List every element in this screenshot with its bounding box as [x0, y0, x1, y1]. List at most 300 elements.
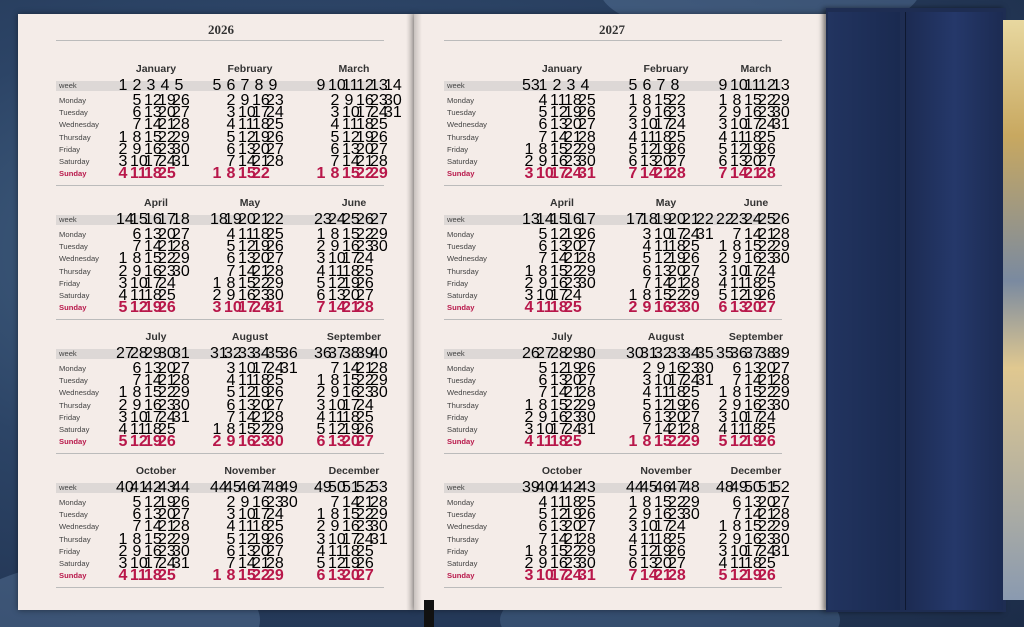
day-number[interactable]: 22: [252, 567, 270, 585]
day-number[interactable]: 24: [682, 372, 700, 390]
day-number[interactable]: 18: [342, 408, 360, 426]
day-number[interactable]: 9: [642, 104, 652, 122]
day-number[interactable]: 3: [628, 518, 638, 536]
day-number[interactable]: 24: [564, 567, 582, 585]
day-number[interactable]: 19: [158, 494, 176, 511]
day-number[interactable]: 14: [238, 408, 256, 426]
day-number[interactable]: 10: [130, 408, 148, 426]
day-number[interactable]: 7: [226, 408, 236, 426]
day-number[interactable]: 7: [226, 262, 236, 280]
day-number[interactable]: 5: [226, 128, 236, 146]
day-number[interactable]: 26: [172, 92, 190, 109]
day-number[interactable]: 22: [564, 140, 582, 158]
day-number[interactable]: 27: [266, 542, 284, 560]
day-number[interactable]: 20: [342, 287, 360, 304]
day-number[interactable]: 7: [732, 226, 742, 243]
day-number[interactable]: 24: [158, 408, 176, 426]
day-number[interactable]: 27: [772, 360, 790, 377]
day-number[interactable]: 28: [356, 299, 374, 317]
day-number[interactable]: 20: [654, 153, 672, 170]
day-number[interactable]: 24: [682, 226, 700, 243]
day-number[interactable]: 4: [718, 274, 728, 292]
day-number[interactable]: 20: [668, 262, 686, 280]
day-number[interactable]: 13: [238, 250, 256, 268]
day-number[interactable]: 6: [132, 506, 142, 524]
day-number[interactable]: 15: [342, 506, 360, 524]
day-number[interactable]: 27: [578, 116, 596, 134]
day-number[interactable]: 26: [266, 128, 284, 146]
day-number[interactable]: 12: [328, 555, 346, 572]
day-number[interactable]: 7: [330, 494, 340, 511]
day-number[interactable]: 26: [158, 433, 176, 451]
day-number[interactable]: 19: [564, 360, 582, 377]
day-number[interactable]: 15: [238, 421, 256, 438]
day-number[interactable]: 25: [356, 408, 374, 426]
day-number[interactable]: 1: [628, 92, 638, 109]
day-number[interactable]: 11: [238, 226, 255, 243]
day-number[interactable]: 19: [252, 128, 270, 146]
day-number[interactable]: 25: [158, 165, 176, 183]
day-number[interactable]: 3: [524, 567, 534, 585]
day-number[interactable]: 25: [758, 128, 776, 146]
day-number[interactable]: 9: [732, 396, 742, 414]
day-number[interactable]: 31: [370, 530, 388, 548]
day-number[interactable]: 26: [370, 128, 388, 146]
day-number[interactable]: 7: [628, 567, 638, 585]
day-number[interactable]: 23: [158, 542, 176, 560]
day-number[interactable]: 16: [744, 396, 762, 414]
day-number[interactable]: 22: [564, 542, 582, 560]
day-number[interactable]: 30: [384, 92, 402, 109]
day-number[interactable]: 18: [564, 92, 582, 109]
day-number[interactable]: 5: [718, 287, 728, 304]
day-number[interactable]: 14: [730, 165, 748, 183]
day-number[interactable]: 22: [356, 372, 374, 390]
day-number[interactable]: 27: [266, 396, 284, 414]
day-number[interactable]: 16: [252, 494, 270, 511]
day-number[interactable]: 1: [212, 165, 222, 183]
day-number[interactable]: 6: [642, 408, 652, 426]
day-number[interactable]: 19: [564, 506, 582, 524]
day-number[interactable]: 17: [238, 299, 256, 317]
day-number[interactable]: 18: [654, 128, 672, 146]
day-number[interactable]: 11: [536, 433, 553, 451]
day-number[interactable]: 16: [550, 274, 568, 292]
day-number[interactable]: 2: [524, 555, 534, 572]
day-number[interactable]: 29: [172, 384, 190, 402]
day-number[interactable]: 12: [238, 238, 256, 256]
day-number[interactable]: 8: [132, 530, 142, 548]
day-number[interactable]: 8: [330, 226, 340, 243]
day-number[interactable]: 10: [328, 250, 346, 268]
day-number[interactable]: 14: [144, 238, 162, 256]
day-number[interactable]: 19: [744, 140, 762, 158]
day-number[interactable]: 24: [252, 299, 270, 317]
day-number[interactable]: 7: [732, 506, 742, 524]
day-number[interactable]: 22: [564, 262, 582, 280]
day-number[interactable]: 7: [732, 372, 742, 390]
day-number[interactable]: 15: [744, 238, 762, 256]
day-number[interactable]: 27: [682, 408, 700, 426]
day-number[interactable]: 10: [654, 372, 672, 390]
day-number[interactable]: 16: [238, 287, 256, 304]
day-number[interactable]: 7: [316, 299, 326, 317]
day-number[interactable]: 30: [266, 287, 284, 304]
day-number[interactable]: 29: [772, 384, 790, 402]
day-number[interactable]: 20: [668, 408, 686, 426]
day-number[interactable]: 10: [730, 116, 748, 134]
day-number[interactable]: 31: [172, 153, 190, 170]
day-number[interactable]: 12: [730, 567, 748, 585]
day-number[interactable]: 11: [130, 165, 147, 183]
day-number[interactable]: 2: [212, 433, 222, 451]
day-number[interactable]: 2: [628, 104, 638, 122]
day-number[interactable]: 23: [758, 396, 776, 414]
day-number[interactable]: 27: [682, 262, 700, 280]
day-number[interactable]: 15: [342, 372, 360, 390]
day-number[interactable]: 6: [226, 542, 236, 560]
day-number[interactable]: 22: [356, 165, 374, 183]
day-number[interactable]: 3: [718, 408, 728, 426]
day-number[interactable]: 19: [564, 104, 582, 122]
day-number[interactable]: 15: [654, 433, 672, 451]
day-number[interactable]: 1: [718, 518, 728, 536]
day-number[interactable]: 9: [656, 360, 666, 377]
day-number[interactable]: 24: [758, 408, 776, 426]
day-number[interactable]: 24: [356, 530, 374, 548]
day-number[interactable]: 24: [758, 262, 776, 280]
day-number[interactable]: 13: [550, 518, 568, 536]
day-number[interactable]: 23: [564, 274, 582, 292]
day-number[interactable]: 25: [356, 262, 374, 280]
day-number[interactable]: 22: [758, 384, 776, 402]
day-number[interactable]: 8: [538, 396, 548, 414]
day-number[interactable]: 25: [564, 299, 582, 317]
day-number[interactable]: 19: [744, 287, 762, 304]
day-number[interactable]: 14: [744, 226, 762, 243]
day-number[interactable]: 4: [524, 299, 534, 317]
day-number[interactable]: 10: [238, 360, 256, 377]
day-number[interactable]: 17: [252, 506, 270, 524]
day-number[interactable]: 2: [642, 360, 652, 377]
day-number[interactable]: 25: [758, 555, 776, 572]
day-number[interactable]: 13: [744, 360, 762, 377]
day-number[interactable]: 23: [356, 384, 374, 402]
day-number[interactable]: 1: [316, 506, 326, 524]
day-number[interactable]: 15: [144, 250, 162, 268]
day-number[interactable]: 25: [266, 116, 284, 134]
day-number[interactable]: 11: [730, 421, 747, 438]
day-number[interactable]: 5: [538, 104, 548, 122]
day-number[interactable]: 23: [356, 518, 374, 536]
day-number[interactable]: 25: [682, 384, 700, 402]
day-number[interactable]: 25: [578, 494, 596, 511]
day-number[interactable]: 4: [118, 287, 128, 304]
day-number[interactable]: 14: [640, 567, 658, 585]
day-number[interactable]: 2: [524, 274, 534, 292]
day-number[interactable]: 25: [668, 128, 686, 146]
day-number[interactable]: 20: [564, 518, 582, 536]
day-number[interactable]: 16: [550, 555, 568, 572]
day-number[interactable]: 23: [158, 396, 176, 414]
day-number[interactable]: 4: [316, 408, 326, 426]
day-number[interactable]: 10: [730, 408, 748, 426]
day-number[interactable]: 21: [342, 299, 360, 317]
day-number[interactable]: 3: [718, 542, 728, 560]
day-number[interactable]: 29: [772, 92, 790, 109]
day-number[interactable]: 16: [144, 542, 162, 560]
day-number[interactable]: 12: [238, 128, 256, 146]
day-number[interactable]: 16: [550, 408, 568, 426]
day-number[interactable]: 28: [266, 262, 284, 280]
day-number[interactable]: 15: [238, 567, 256, 585]
day-number[interactable]: 21: [758, 506, 776, 524]
day-number[interactable]: 25: [266, 226, 284, 243]
day-number[interactable]: 7: [132, 518, 142, 536]
day-number[interactable]: 19: [744, 433, 762, 451]
day-number[interactable]: 9: [538, 408, 548, 426]
day-number[interactable]: 7: [538, 384, 548, 402]
day-number[interactable]: 15: [342, 226, 360, 243]
day-number[interactable]: 8: [132, 384, 142, 402]
day-number[interactable]: 26: [758, 287, 776, 304]
day-number[interactable]: 10: [536, 287, 554, 304]
day-number[interactable]: 14: [550, 384, 568, 402]
day-number[interactable]: 11: [730, 128, 747, 146]
day-number[interactable]: 8: [132, 128, 142, 146]
day-number[interactable]: 3: [524, 165, 534, 183]
day-number[interactable]: 2: [118, 542, 128, 560]
day-number[interactable]: 2: [718, 104, 728, 122]
day-number[interactable]: 2: [524, 153, 534, 170]
day-number[interactable]: 9: [642, 506, 652, 524]
day-number[interactable]: 14: [144, 518, 162, 536]
day-number[interactable]: 9: [132, 140, 142, 158]
day-number[interactable]: 1: [628, 433, 638, 451]
day-number[interactable]: 13: [640, 555, 658, 572]
day-number[interactable]: 13: [238, 542, 256, 560]
day-number[interactable]: 28: [668, 165, 686, 183]
day-number[interactable]: 10: [238, 104, 256, 122]
day-number[interactable]: 25: [356, 542, 374, 560]
day-number[interactable]: 8: [732, 384, 742, 402]
day-number[interactable]: 23: [758, 250, 776, 268]
day-number[interactable]: 26: [578, 506, 596, 524]
day-number[interactable]: 5: [330, 128, 340, 146]
day-number[interactable]: 11: [130, 567, 147, 585]
day-number[interactable]: 17: [744, 116, 762, 134]
day-number[interactable]: 11: [640, 128, 657, 146]
day-number[interactable]: 22: [758, 238, 776, 256]
day-number[interactable]: 21: [668, 274, 686, 292]
day-number[interactable]: 12: [238, 530, 256, 548]
day-number[interactable]: 30: [772, 104, 790, 122]
day-number[interactable]: 13: [550, 116, 568, 134]
day-number[interactable]: 17: [668, 372, 686, 390]
day-number[interactable]: 30: [578, 153, 596, 170]
day-number[interactable]: 6: [538, 372, 548, 390]
day-number[interactable]: 16: [654, 506, 672, 524]
day-number[interactable]: 16: [144, 396, 162, 414]
day-number[interactable]: 5: [538, 506, 548, 524]
day-number[interactable]: 11: [550, 494, 567, 511]
day-number[interactable]: 7: [330, 360, 340, 377]
day-number[interactable]: 30: [172, 262, 190, 280]
day-number[interactable]: 29: [772, 238, 790, 256]
day-number[interactable]: 23: [356, 238, 374, 256]
day-number[interactable]: 9: [226, 433, 236, 451]
day-number[interactable]: 15: [550, 262, 568, 280]
day-number[interactable]: 3: [642, 372, 652, 390]
day-number[interactable]: 6: [628, 153, 638, 170]
day-number[interactable]: 25: [266, 372, 284, 390]
day-number[interactable]: 24: [564, 421, 582, 438]
day-number[interactable]: 28: [682, 421, 700, 438]
day-number[interactable]: 12: [144, 494, 162, 511]
day-number[interactable]: 17: [144, 555, 162, 572]
day-number[interactable]: 29: [172, 530, 190, 548]
day-number[interactable]: 4: [538, 92, 548, 109]
day-number[interactable]: 28: [668, 567, 686, 585]
day-number[interactable]: 31: [578, 165, 596, 183]
day-number[interactable]: 19: [668, 250, 686, 268]
day-number[interactable]: 17: [550, 567, 568, 585]
day-number[interactable]: 14: [342, 494, 360, 511]
day-number[interactable]: 14: [550, 128, 568, 146]
day-number[interactable]: 12: [328, 274, 346, 292]
day-number[interactable]: 26: [668, 542, 686, 560]
day-number[interactable]: 23: [158, 262, 176, 280]
day-number[interactable]: 13: [144, 506, 162, 524]
day-number[interactable]: 16: [654, 299, 672, 317]
day-number[interactable]: 27: [578, 518, 596, 536]
day-number[interactable]: 2: [718, 250, 728, 268]
day-number[interactable]: 21: [158, 372, 176, 390]
day-number[interactable]: 1: [316, 165, 326, 183]
day-number[interactable]: 2: [316, 518, 326, 536]
day-number[interactable]: 9: [132, 542, 142, 560]
day-number[interactable]: 27: [172, 360, 190, 377]
day-number[interactable]: 15: [238, 274, 256, 292]
day-number[interactable]: 20: [158, 226, 176, 243]
day-number[interactable]: 27: [266, 250, 284, 268]
day-number[interactable]: 30: [172, 396, 190, 414]
day-number[interactable]: 15: [238, 165, 256, 183]
day-number[interactable]: 8: [732, 518, 742, 536]
day-number[interactable]: 25: [370, 116, 388, 134]
day-number[interactable]: 25: [668, 530, 686, 548]
day-number[interactable]: 11: [328, 408, 345, 426]
day-number[interactable]: 14: [342, 360, 360, 377]
day-number[interactable]: 2: [212, 287, 222, 304]
day-number[interactable]: 12: [730, 140, 748, 158]
day-number[interactable]: 20: [252, 542, 270, 560]
day-number[interactable]: 5: [718, 433, 728, 451]
day-number[interactable]: 31: [772, 116, 790, 134]
day-number[interactable]: 8: [642, 433, 652, 451]
day-number[interactable]: 12: [654, 396, 672, 414]
day-number[interactable]: 28: [578, 530, 596, 548]
day-number[interactable]: 26: [682, 250, 700, 268]
day-number[interactable]: 2: [316, 384, 326, 402]
day-number[interactable]: 27: [370, 140, 388, 158]
day-number[interactable]: 23: [758, 530, 776, 548]
day-number[interactable]: 20: [252, 140, 270, 158]
day-number[interactable]: 16: [744, 250, 762, 268]
day-number[interactable]: 14: [238, 555, 256, 572]
day-number[interactable]: 12: [130, 299, 148, 317]
day-number[interactable]: 27: [172, 506, 190, 524]
day-number[interactable]: 15: [654, 287, 672, 304]
day-number[interactable]: 1: [118, 128, 128, 146]
day-number[interactable]: 4: [226, 518, 236, 536]
day-number[interactable]: 17: [744, 408, 762, 426]
day-number[interactable]: 13: [640, 153, 658, 170]
day-number[interactable]: 4: [642, 238, 652, 256]
day-number[interactable]: 28: [172, 238, 190, 256]
day-number[interactable]: 30: [682, 299, 700, 317]
day-number[interactable]: 18: [744, 274, 762, 292]
day-number[interactable]: 28: [578, 384, 596, 402]
day-number[interactable]: 18: [342, 262, 360, 280]
day-number[interactable]: 1: [524, 262, 534, 280]
day-number[interactable]: 5: [538, 226, 548, 243]
day-number[interactable]: 4: [330, 116, 340, 134]
day-number[interactable]: 21: [158, 518, 176, 536]
day-number[interactable]: 5: [132, 494, 142, 511]
day-number[interactable]: 22: [668, 494, 686, 511]
day-number[interactable]: 17: [550, 165, 568, 183]
day-number[interactable]: 25: [758, 421, 776, 438]
day-number[interactable]: 5: [316, 421, 326, 438]
day-number[interactable]: 18: [550, 299, 568, 317]
day-number[interactable]: 14: [238, 262, 256, 280]
day-number[interactable]: 10: [640, 116, 658, 134]
day-number[interactable]: 12: [550, 104, 568, 122]
day-number[interactable]: 12: [238, 384, 256, 402]
day-number[interactable]: 17: [342, 396, 360, 414]
day-number[interactable]: 31: [172, 408, 190, 426]
day-number[interactable]: 13: [550, 238, 568, 256]
day-number[interactable]: 24: [356, 396, 374, 414]
day-number[interactable]: 7: [642, 421, 652, 438]
day-number[interactable]: 16: [550, 153, 568, 170]
day-number[interactable]: 6: [132, 104, 142, 122]
day-number[interactable]: 7: [132, 238, 142, 256]
day-number[interactable]: 1: [118, 530, 128, 548]
day-number[interactable]: 6: [226, 396, 236, 414]
day-number[interactable]: 4: [316, 542, 326, 560]
day-number[interactable]: 18: [564, 494, 582, 511]
day-number[interactable]: 16: [252, 92, 270, 109]
day-number[interactable]: 27: [668, 555, 686, 572]
day-number[interactable]: 24: [158, 153, 176, 170]
day-number[interactable]: 5: [118, 299, 128, 317]
day-number[interactable]: 28: [772, 506, 790, 524]
day-number[interactable]: 28: [172, 518, 190, 536]
day-number[interactable]: 19: [564, 226, 582, 243]
day-number[interactable]: 3: [524, 287, 534, 304]
day-number[interactable]: 15: [654, 92, 672, 109]
day-number[interactable]: 30: [578, 408, 596, 426]
day-number[interactable]: 27: [266, 140, 284, 158]
day-number[interactable]: 19: [342, 555, 360, 572]
day-number[interactable]: 21: [564, 128, 582, 146]
day-number[interactable]: 28: [266, 555, 284, 572]
day-number[interactable]: 28: [758, 165, 776, 183]
day-number[interactable]: 3: [118, 408, 128, 426]
day-number[interactable]: 3: [226, 360, 236, 377]
